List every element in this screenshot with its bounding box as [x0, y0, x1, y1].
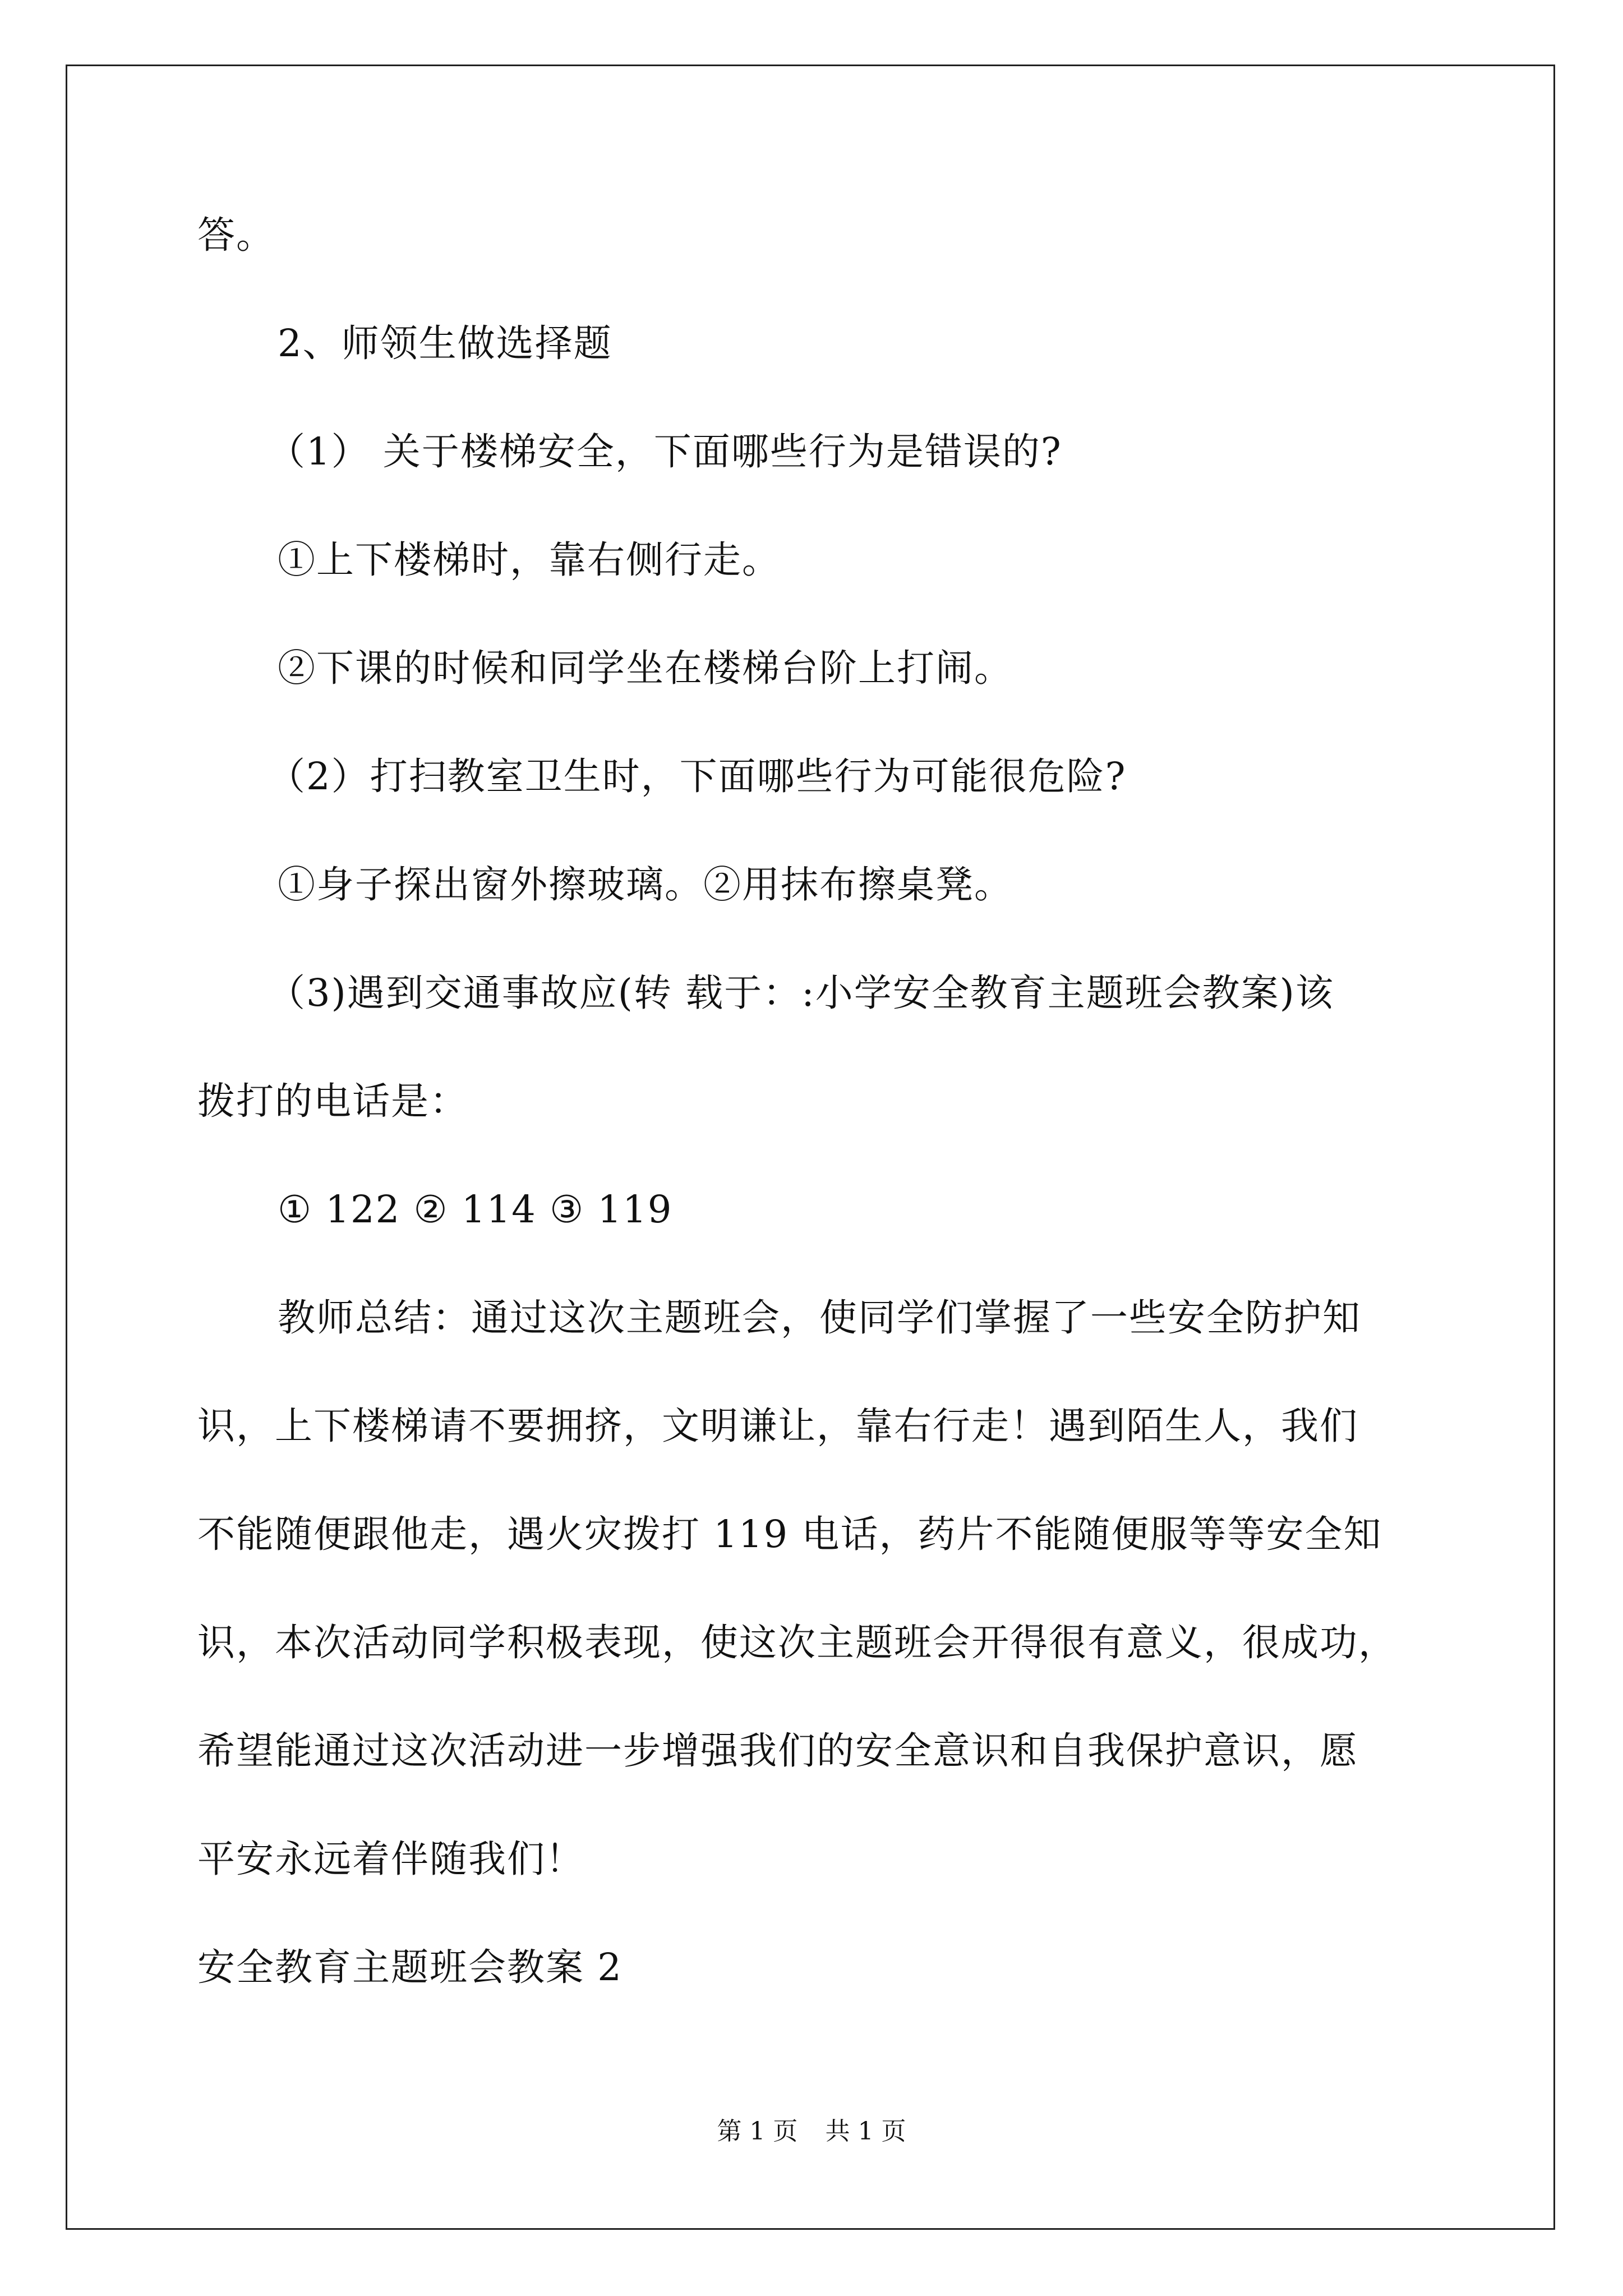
- text-line-options-3: ① 122 ② 114 ③ 119: [278, 1188, 673, 1231]
- page-border: [66, 65, 1555, 2230]
- text-line-question-1: （1） 关于楼梯安全，下面哪些行为是错误的?: [268, 430, 1062, 473]
- text-line-summary-1: 教师总结：通过这次主题班会，使同学们掌握了一些安全防护知: [278, 1296, 1361, 1340]
- text-line-summary-2: 识，上下楼梯请不要拥挤，文明谦让，靠右行走！遇到陌生人，我们: [197, 1404, 1358, 1448]
- text-line-question-2: （2）打扫教室卫生时，下面哪些行为可能很危险?: [268, 754, 1127, 798]
- text-line-summary-4: 识，本次活动同学积极表现，使这次主题班会开得很有意义，很成功，: [197, 1621, 1397, 1664]
- text-line-summary-5: 希望能通过这次活动进一步增强我们的安全意识和自我保护意识，愿: [197, 1729, 1358, 1773]
- text-line-options-2: ①身子探出窗外擦玻璃。②用抹布擦桌凳。: [278, 863, 1013, 907]
- text-line-continuation: 答。: [197, 213, 275, 257]
- text-line-question-heading: 2、师领生做选择题: [278, 321, 612, 365]
- page-number-current: 第 1 页: [717, 2117, 798, 2146]
- text-line-question-3: （3)遇到交通事故应(转 载于：:小学安全教育主题班会教案)该: [268, 971, 1334, 1015]
- text-line-summary-6: 平安永远着伴随我们！: [197, 1837, 584, 1881]
- text-line-summary-3: 不能随便跟他走，遇火灾拨打 119 电话，药片不能随便服等等安全知: [197, 1512, 1382, 1556]
- page-footer: [0, 2116, 1623, 2147]
- section-title: 安全教育主题班会教案 2: [197, 1945, 623, 1989]
- text-line-question-3-cont: 拨打的电话是：: [197, 1079, 468, 1123]
- text-line-option-1-1: ①上下楼梯时，靠右侧行走。: [278, 538, 781, 582]
- text-line-option-1-2: ②下课的时候和同学坐在楼梯台阶上打闹。: [278, 646, 1013, 690]
- page-number-total: 共 1 页: [825, 2117, 906, 2146]
